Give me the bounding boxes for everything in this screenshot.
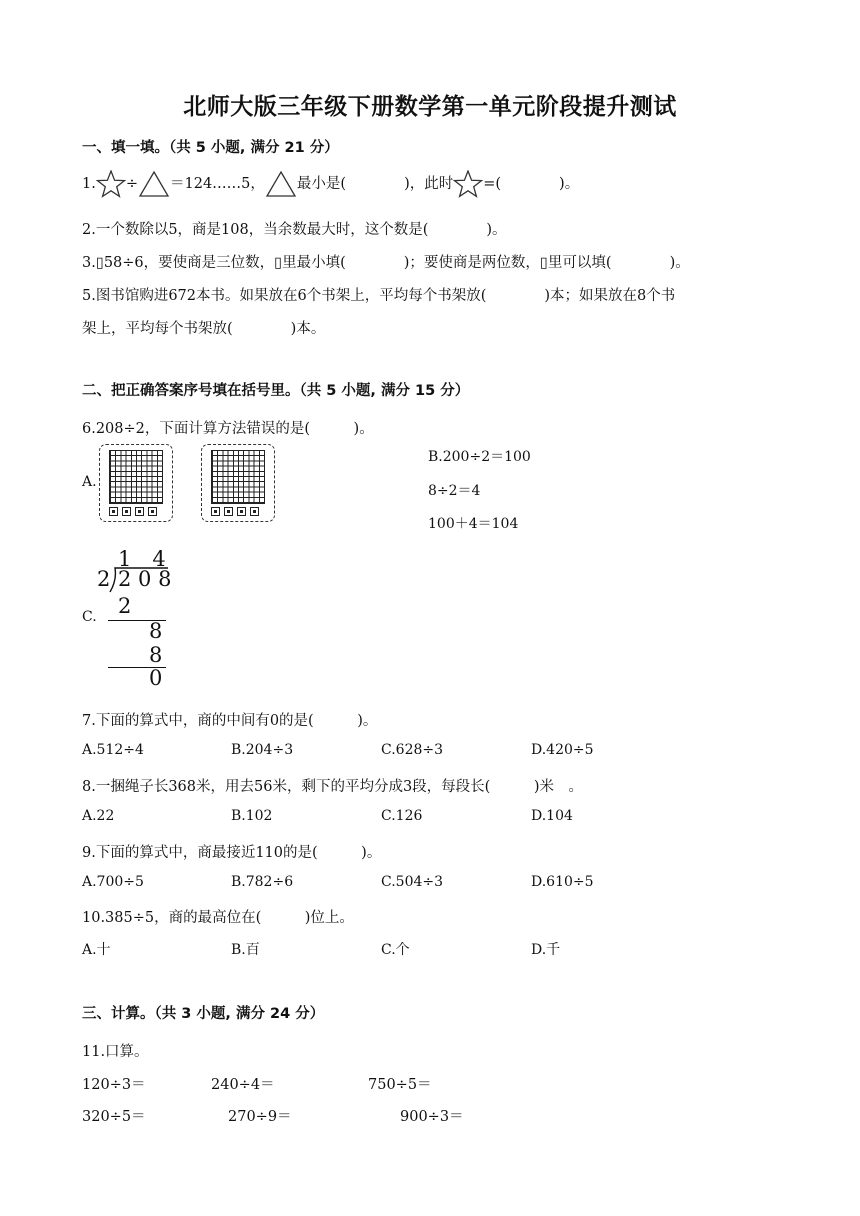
q9-option-c: C.504÷3 xyxy=(381,874,444,890)
question-8: 8.一捆绳子长368米，用去56米，剩下的平均分成3段，每段长( )米 。 xyxy=(82,779,583,795)
unit-cube-icon xyxy=(211,507,220,516)
star-icon xyxy=(453,170,483,198)
q6-option-a-label: A. xyxy=(82,474,97,490)
question-5-line-2: 架上，平均每个书架放( )本。 xyxy=(82,321,326,337)
unit-cube-icon xyxy=(224,507,233,516)
oral-calc-1-3: 750÷5＝ xyxy=(368,1077,432,1093)
q8-option-d: D.104 xyxy=(531,808,573,824)
long-division-remainder: 0 xyxy=(149,666,163,690)
q6-option-b-line-3: 100＋4＝104 xyxy=(428,516,519,532)
oral-calc-1-1: 120÷3＝ xyxy=(82,1077,146,1093)
oral-calc-1-2: 240÷4＝ xyxy=(211,1077,275,1093)
section1-heading: 一、填一填。（共 5 小题, 满分 21 分） xyxy=(82,140,339,156)
question-3: 3.▯58÷6，要使商是三位数，▯里最小填( )；要使商是两位数，▯里可以填( )。 xyxy=(82,255,690,271)
q8-option-a: A.22 xyxy=(82,808,115,824)
q7-option-c: C.628÷3 xyxy=(381,742,444,758)
q7-option-d: D.420÷5 xyxy=(531,742,594,758)
unit-cube-icon xyxy=(250,507,259,516)
q7-option-b: B.204÷3 xyxy=(231,742,294,758)
hundred-grid-icon xyxy=(211,450,265,504)
q6-option-b-line-2: 8÷2＝4 xyxy=(428,483,481,499)
q7-option-a: A.512÷4 xyxy=(82,742,144,758)
long-division-quotient: 1 4 xyxy=(118,547,166,571)
question-10: 10.385÷5，商的最高位在( )位上。 xyxy=(82,910,354,926)
q8-option-c: C.126 xyxy=(381,808,423,824)
unit-cubes xyxy=(109,507,163,517)
hundred-grid-icon xyxy=(109,450,163,504)
star-icon xyxy=(96,170,126,198)
q9-option-b: B.782÷6 xyxy=(231,874,294,890)
question-2: 2.一个数除以5，商是108，当余数最大时，这个数是( )。 xyxy=(82,222,507,238)
long-division-step-1: 2 xyxy=(118,594,132,618)
unit-cube-icon xyxy=(237,507,246,516)
q1-number: 1. xyxy=(82,176,96,192)
q1-text-1: 最小是( )，此时 xyxy=(296,176,454,192)
q10-option-b: B.百 xyxy=(231,942,260,958)
long-division-step-2: 8 xyxy=(149,619,163,643)
long-division-dividend: 2 0 8 xyxy=(118,567,172,591)
q9-option-a: A.700÷5 xyxy=(82,874,144,890)
q8-option-b: B.102 xyxy=(231,808,273,824)
triangle-icon xyxy=(265,170,297,198)
question-5-line-1: 5.图书馆购进672本书。如果放在6个书架上，平均每个书架放( )本；如果放在8个书 xyxy=(82,288,676,304)
oral-calc-2-1: 320÷5＝ xyxy=(82,1109,146,1125)
unit-cube-icon xyxy=(122,507,131,516)
page-title: 北师大版三年级下册数学第一单元阶段提升测试 xyxy=(183,94,677,120)
q10-option-c: C.个 xyxy=(381,942,410,958)
q10-option-d: D.千 xyxy=(531,942,561,958)
question-9: 9.下面的算式中，商最接近110的是( )。 xyxy=(82,845,382,861)
section3-heading: 三、计算。（共 3 小题, 满分 24 分） xyxy=(82,1006,325,1022)
q10-option-a: A.十 xyxy=(82,942,111,958)
oral-calc-2-3: 900÷3＝ xyxy=(400,1109,464,1125)
unit-cubes xyxy=(211,507,265,517)
question-7: 7.下面的算式中，商的中间有0的是( )。 xyxy=(82,713,378,729)
hundreds-block-group xyxy=(99,444,173,522)
q9-option-d: D.610÷5 xyxy=(531,874,594,890)
question-6: 6.208÷2，下面计算方法错误的是( )。 xyxy=(82,421,374,437)
q1-equation: ＝124……5， xyxy=(170,176,265,192)
long-division-divisor: 2 xyxy=(97,567,111,591)
section2-heading: 二、把正确答案序号填在括号里。（共 5 小题, 满分 15 分） xyxy=(82,383,470,399)
q1-divide-sign: ÷ xyxy=(125,176,138,192)
q1-text-2: =( )。 xyxy=(483,176,580,192)
q6-option-c-label: C. xyxy=(82,609,97,625)
long-division-step-3: 8 xyxy=(149,643,163,667)
question-11: 11.口算。 xyxy=(82,1044,149,1060)
unit-cube-icon xyxy=(109,507,118,516)
hundreds-block-group xyxy=(201,444,275,522)
q6-option-b-line-1: B.200÷2＝100 xyxy=(428,449,531,465)
question-1 xyxy=(82,170,579,198)
triangle-icon xyxy=(138,170,170,198)
unit-cube-icon xyxy=(148,507,157,516)
oral-calc-2-2: 270÷9＝ xyxy=(228,1109,292,1125)
unit-cube-icon xyxy=(135,507,144,516)
